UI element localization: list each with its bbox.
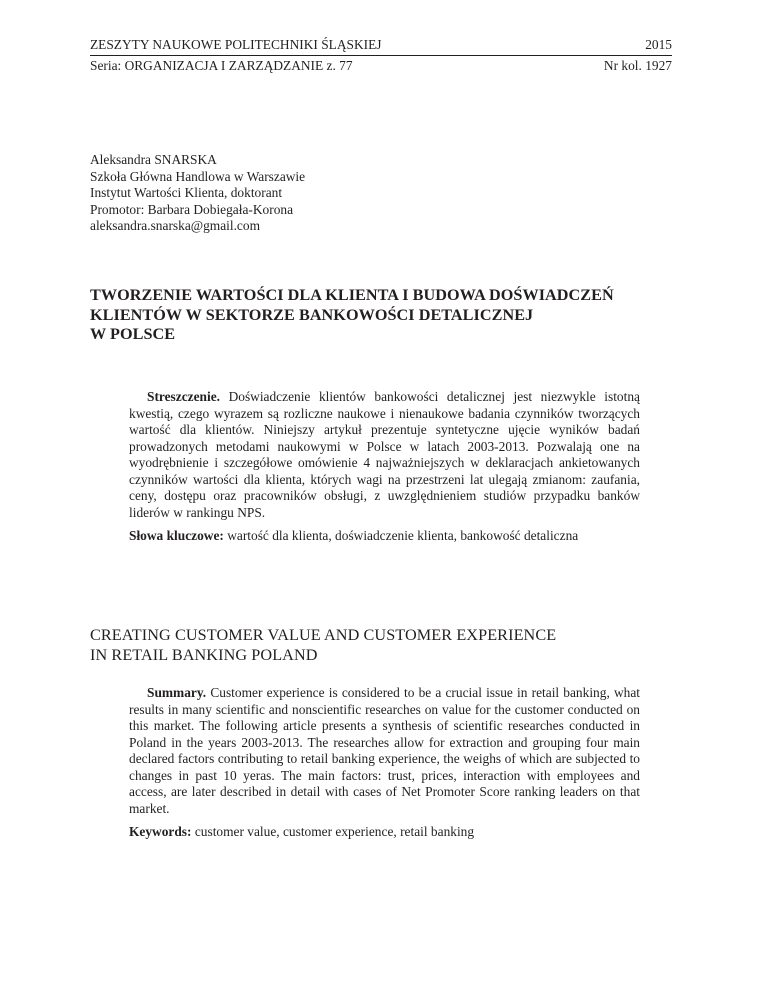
abstract-en: [129, 685, 640, 841]
paper-title-pl: [90, 286, 690, 345]
keywords-en: [129, 824, 640, 841]
keywords-pl-text: wartość dla klienta, doświadczenie klienta, bankowość detaliczna: [227, 528, 579, 543]
abstract-en-paragraph: [129, 685, 640, 817]
abstract-pl-paragraph: [129, 389, 640, 521]
author-name: Aleksandra SNARSKA: [90, 152, 217, 167]
author-school: Szkoła Główna Handlowa w Warszawie: [90, 168, 306, 184]
keywords-en-text: customer value, customer experience, retail banking: [194, 824, 475, 839]
author-promotor: Promotor: Barbara Dobiegała-Korona: [90, 201, 294, 217]
journal-series: Seria: ORGANIZACJA I ZARZĄDZANIE z. 77: [90, 57, 353, 73]
abstract-pl-label: Streszczenie.: [147, 389, 220, 404]
running-header: [90, 37, 672, 74]
title-en-line-1: CREATING CUSTOMER VALUE AND CUSTOMER EXPERIENCE: [90, 626, 557, 644]
header-row-1: [90, 37, 672, 54]
abstract-en-label: Summary.: [147, 685, 207, 700]
author-institute: Instytut Wartości Klienta, doktorant: [90, 185, 283, 200]
abstract-en-text: Customer experience is considered to be a crucial issue in retail banking, what results in many scientific and nonscientific researches on value for the customer conducted on this market. The following article presents a synthesis of scientific researches conducted in Poland in the years 2003-2013. The researches allow for extraction and grouping four main declared factors contributing to retail banking experience, the weighs of which are subjected to changes in past 10 yeras. The main factors: trust, prices, interaction with employees and access, are later described in detail with cases of Net Promoter Score ranking leaders on that market.: [129, 685, 640, 816]
header-rule: [90, 55, 672, 56]
title-pl-line-3: W POLSCE: [90, 325, 176, 343]
abstract-pl-text: Doświadczenie klientów bankowości detalicznej jest niezwykle istotną kwestią, czego wyrazem są rozliczne naukowe i nienaukowe badania czynników tworzących wartość dla klientów. Niniejszy artykuł prezentuje syntetyczne ujęcie wyników badań prowadzonych metodami naukowymi w Polsce w latach 2003-2013. Pozwalają one na wyodrębnienie i szczegółowe omówienie 4 najważniejszych w deklaracjach ankietowanych czynników wartości dla klienta, których wagi na przestrzeni lat ulegają zmianom: zaufania, ceny, dostępu oraz pracowników obsługi, z uwzględnieniem studiów przypadku banków liderów w rankingu NPS.: [129, 389, 640, 520]
keywords-pl-label: Słowa kluczowe:: [129, 528, 224, 543]
title-pl-line-2: KLIENTÓW W SEKTORZE BANKOWOŚCI DETALICZNEJ: [90, 305, 534, 324]
title-pl-line-1: TWORZENIE WARTOŚCI DLA KLIENTA I BUDOWA DOŚWIADCZEŃ: [90, 286, 614, 304]
paper-title-en: [90, 626, 556, 665]
author-email: aleksandra.snarska@gmail.com: [90, 218, 260, 233]
header-row-2: [90, 58, 672, 75]
keywords-pl: [129, 528, 640, 545]
title-en-line-2: IN RETAIL BANKING POLAND: [90, 645, 318, 664]
author-block: [90, 152, 305, 235]
journal-year: 2015: [645, 37, 672, 52]
keywords-en-label: Keywords:: [129, 824, 192, 839]
journal-number: Nr kol. 1927: [603, 57, 672, 73]
abstract-pl: [129, 389, 640, 545]
journal-name: ZESZYTY NAUKOWE POLITECHNIKI ŚLĄSKIEJ: [90, 37, 382, 52]
